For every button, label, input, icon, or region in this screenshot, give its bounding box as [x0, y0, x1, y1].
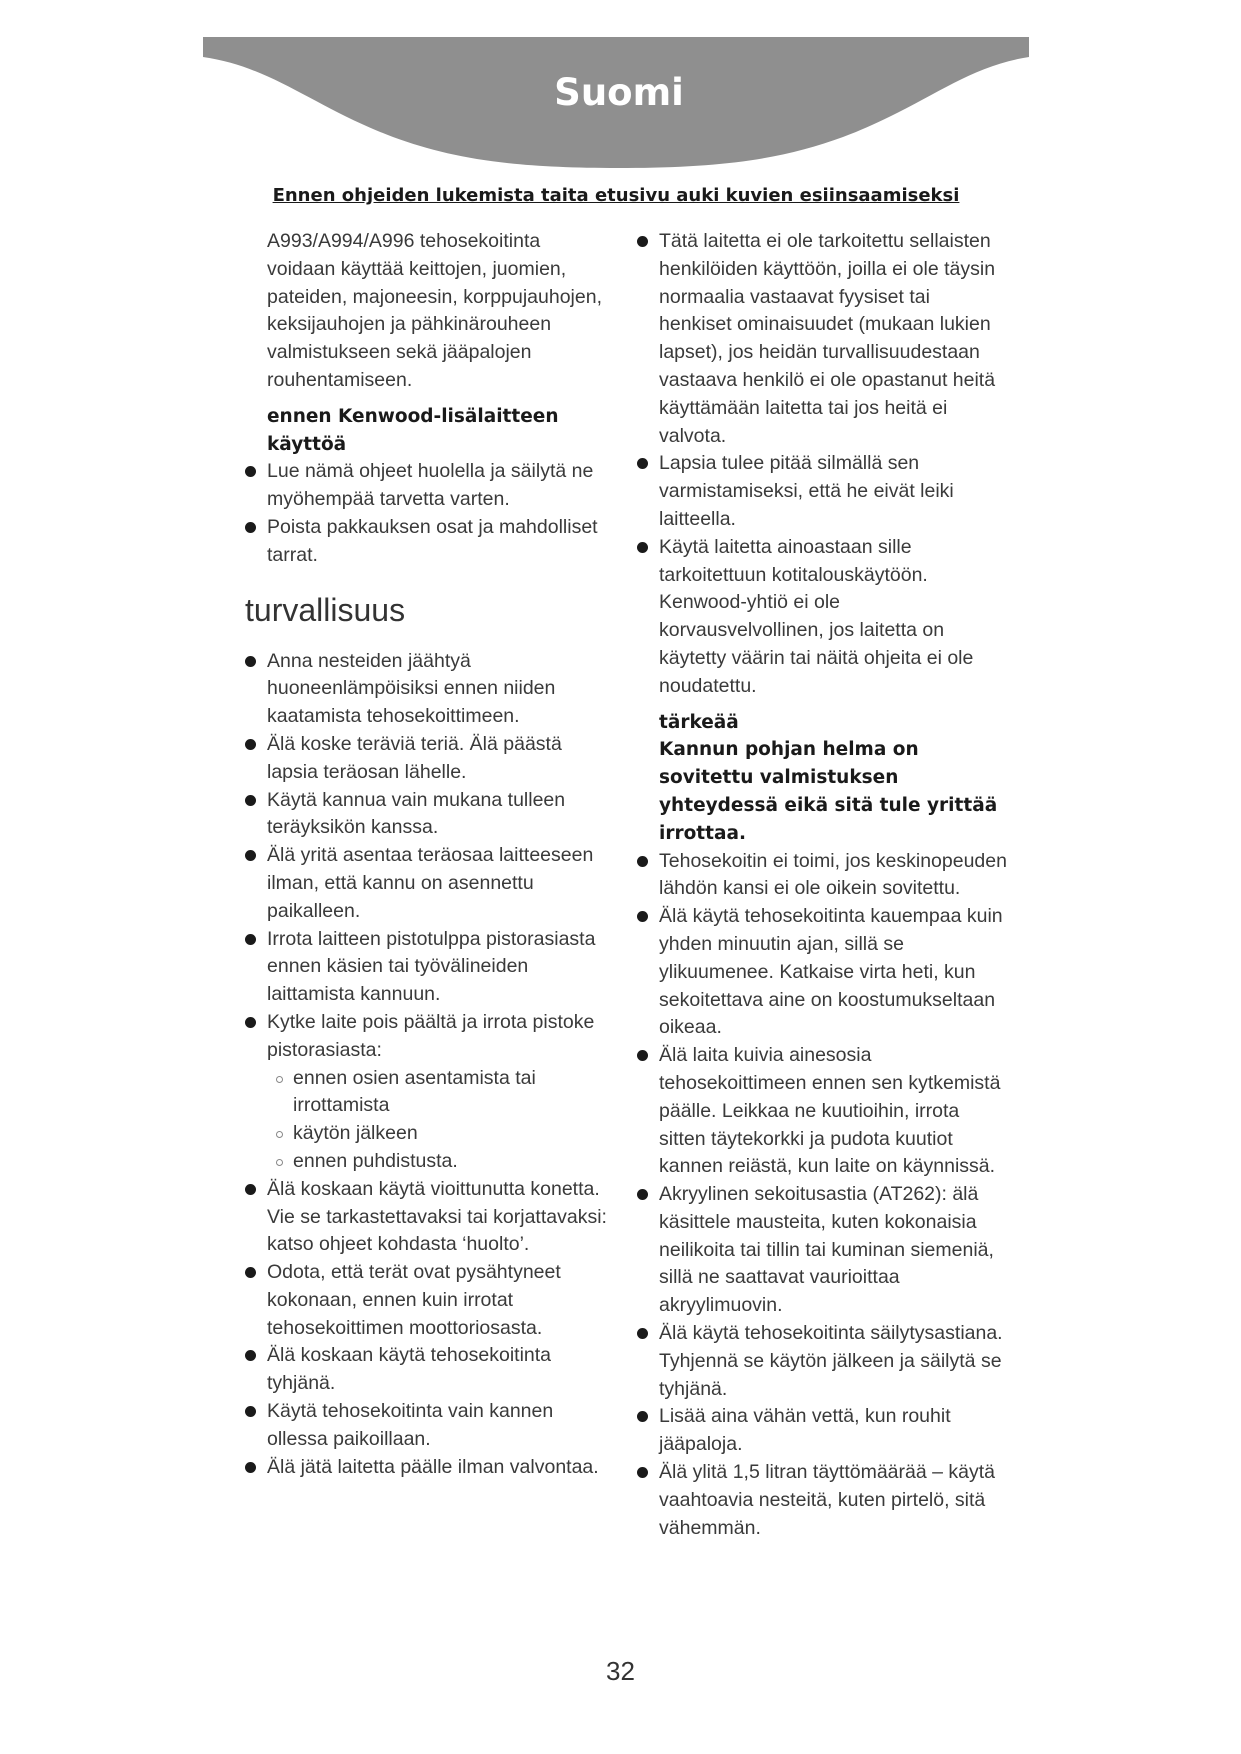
list-item: Tätä laitetta ei ole tarkoitettu sellaisten henkilöiden käyttöön, joilla ei ole täysin normaalia vastaavat fyysiset tai henkiset ominaisuudet (mukaan lukien lapset), jos heidän turvallisuudestaan vastaava henkilö ei ole opastanut heitä käyttämään laitetta tai jos heitä ei valvota.	[637, 228, 1007, 450]
intro-paragraph: A993/A994/A996 tehosekoitinta voidaan käyttää keittojen, juomien, pateiden, majoneesin, korppujauhojen, keksijauhojen ja pähkinärouheen valmistukseen sekä jääpalojen rouhentamiseen.	[267, 230, 602, 391]
list-item: Älä ylitä 1,5 litran täyttömäärää – käytä vaahtoavia nesteitä, kuten pirtelö, sitä vähemmän.	[637, 1459, 1007, 1542]
list-item: Lapsia tulee pitää silmällä sen varmistamiseksi, että he eivät leiki laitteella.	[637, 450, 1007, 533]
bullet-icon	[245, 1350, 256, 1361]
circle-bullet-icon	[276, 1076, 283, 1083]
bullet-icon	[637, 1050, 648, 1061]
bullet-icon	[637, 911, 648, 922]
sub-list-item: käytön jälkeen	[245, 1120, 610, 1148]
list-item: Älä koskaan käytä tehosekoitinta tyhjänä.	[245, 1342, 610, 1398]
list-item: Älä koskaan käytä vioittunutta konetta. Vie se tarkastettavaksi tai korjattavaksi: katso ohjeet kohdasta ‘huolto’.	[245, 1176, 610, 1259]
bullet-icon	[637, 856, 648, 867]
list-item: Älä käytä tehosekoitinta kauempaa kuin yhden minuutin ajan, sillä se ylikuumenee. Katkaise virta heti, kun sekoitettava aine on koostumukseltaan oikeaa.	[637, 903, 1007, 1042]
bullet-icon	[245, 466, 256, 477]
list-item: Kytke laite pois päältä ja irrota pistoke pistorasiasta:	[245, 1009, 610, 1065]
list-item: Käytä kannua vain mukana tulleen teräyksikön kanssa.	[245, 787, 610, 843]
circle-bullet-icon	[276, 1131, 283, 1138]
bullet-icon	[245, 850, 256, 861]
list-item: Lisää aina vähän vettä, kun rouhit jääpaloja.	[637, 1403, 1007, 1459]
bullet-icon	[245, 1406, 256, 1417]
bullet-icon	[245, 656, 256, 667]
sub-list-item: ennen osien asentamista tai irrottamista	[245, 1065, 610, 1121]
bullet-icon	[245, 795, 256, 806]
important-text: Kannun pohjan helma on sovitettu valmistuksen yhteydessä eikä sitä tule yrittää irrottaa.	[659, 739, 998, 844]
banner-title: Suomi	[554, 71, 684, 114]
important-label: tärkeää	[659, 711, 739, 733]
list-item: Älä laita kuivia ainesosia tehosekoittimeen ennen sen kytkemistä päälle. Leikkaa ne kuutioihin, irrota sitten täytekorkki ja pudota kuutiot kannen reiästä, kun laite on käynnissä.	[637, 1042, 1007, 1181]
bullet-icon	[637, 1411, 648, 1422]
bullet-icon	[245, 1462, 256, 1473]
list-item: Odota, että terät ovat pysähtyneet kokonaan, ennen kuin irrotat tehosekoittimen moottoriosasta.	[245, 1259, 610, 1342]
right-column	[637, 228, 1007, 1542]
list-item: Irrota laitteen pistotulppa pistorasiasta ennen käsien tai työvälineiden laittamista kannuun.	[245, 926, 610, 1009]
list-item: Käytä tehosekoitinta vain kannen ollessa paikoillaan.	[245, 1398, 610, 1454]
bullet-icon	[245, 522, 256, 533]
bullet-icon	[637, 1189, 648, 1200]
bullet-icon	[637, 542, 648, 553]
list-item: Lue nämä ohjeet huolella ja säilytä ne myöhempää tarvetta varten.	[245, 458, 610, 514]
bullet-icon	[637, 458, 648, 469]
list-item: Älä jätä laitetta päälle ilman valvontaa.	[245, 1454, 610, 1482]
list-item: Tehosekoitin ei toimi, jos keskinopeuden lähdön kansi ei ole oikein sovitettu.	[637, 848, 1007, 904]
bullet-icon	[245, 1017, 256, 1028]
bullet-icon	[637, 1467, 648, 1478]
list-item: Akryylinen sekoitusastia (AT262): älä käsittele mausteita, kuten kokonaisia neilikoita tai tillin tai kuminan siemeniä, sillä ne saattavat vaurioittaa akryylimuovin.	[637, 1181, 1007, 1320]
circle-bullet-icon	[276, 1159, 283, 1166]
list-item: Poista pakkauksen osat ja mahdolliset tarrat.	[245, 514, 610, 570]
intro-notice: Ennen ohjeiden lukemista taita etusivu auki kuvien esiinsaamiseksi	[272, 185, 960, 206]
list-item: Älä käytä tehosekoitinta säilytysastiana. Tyhjennä se käytön jälkeen ja säilytä se tyhjänä.	[637, 1320, 1007, 1403]
list-item: Käytä laitetta ainoastaan sille tarkoitettuun kotitalouskäytöön. Kenwood-yhtiö ei ole korvausvelvollinen, jos laitetta on käytetty väärin tai näitä ohjeita ei ole noudatettu.	[637, 534, 1007, 701]
page-number: 32	[606, 1656, 635, 1686]
before-use-heading: ennen Kenwood-lisälaitteen käyttöä	[267, 405, 559, 455]
bullet-icon	[637, 236, 648, 247]
safety-heading: turvallisuus	[245, 591, 406, 628]
bullet-icon	[245, 934, 256, 945]
left-column	[245, 228, 610, 1481]
list-item: Älä koske teräviä teriä. Älä päästä lapsia teräosan lähelle.	[245, 731, 610, 787]
bullet-icon	[245, 1184, 256, 1195]
bullet-icon	[245, 1267, 256, 1278]
list-item: Älä yritä asentaa teräosaa laitteeseen ilman, että kannu on asennettu paikalleen.	[245, 842, 610, 925]
header-banner	[203, 37, 1029, 168]
sub-list-item: ennen puhdistusta.	[245, 1148, 610, 1176]
bullet-icon	[245, 739, 256, 750]
list-item: Anna nesteiden jäähtyä huoneenlämpöisiksi ennen niiden kaatamista tehosekoittimeen.	[245, 648, 610, 731]
bullet-icon	[637, 1328, 648, 1339]
